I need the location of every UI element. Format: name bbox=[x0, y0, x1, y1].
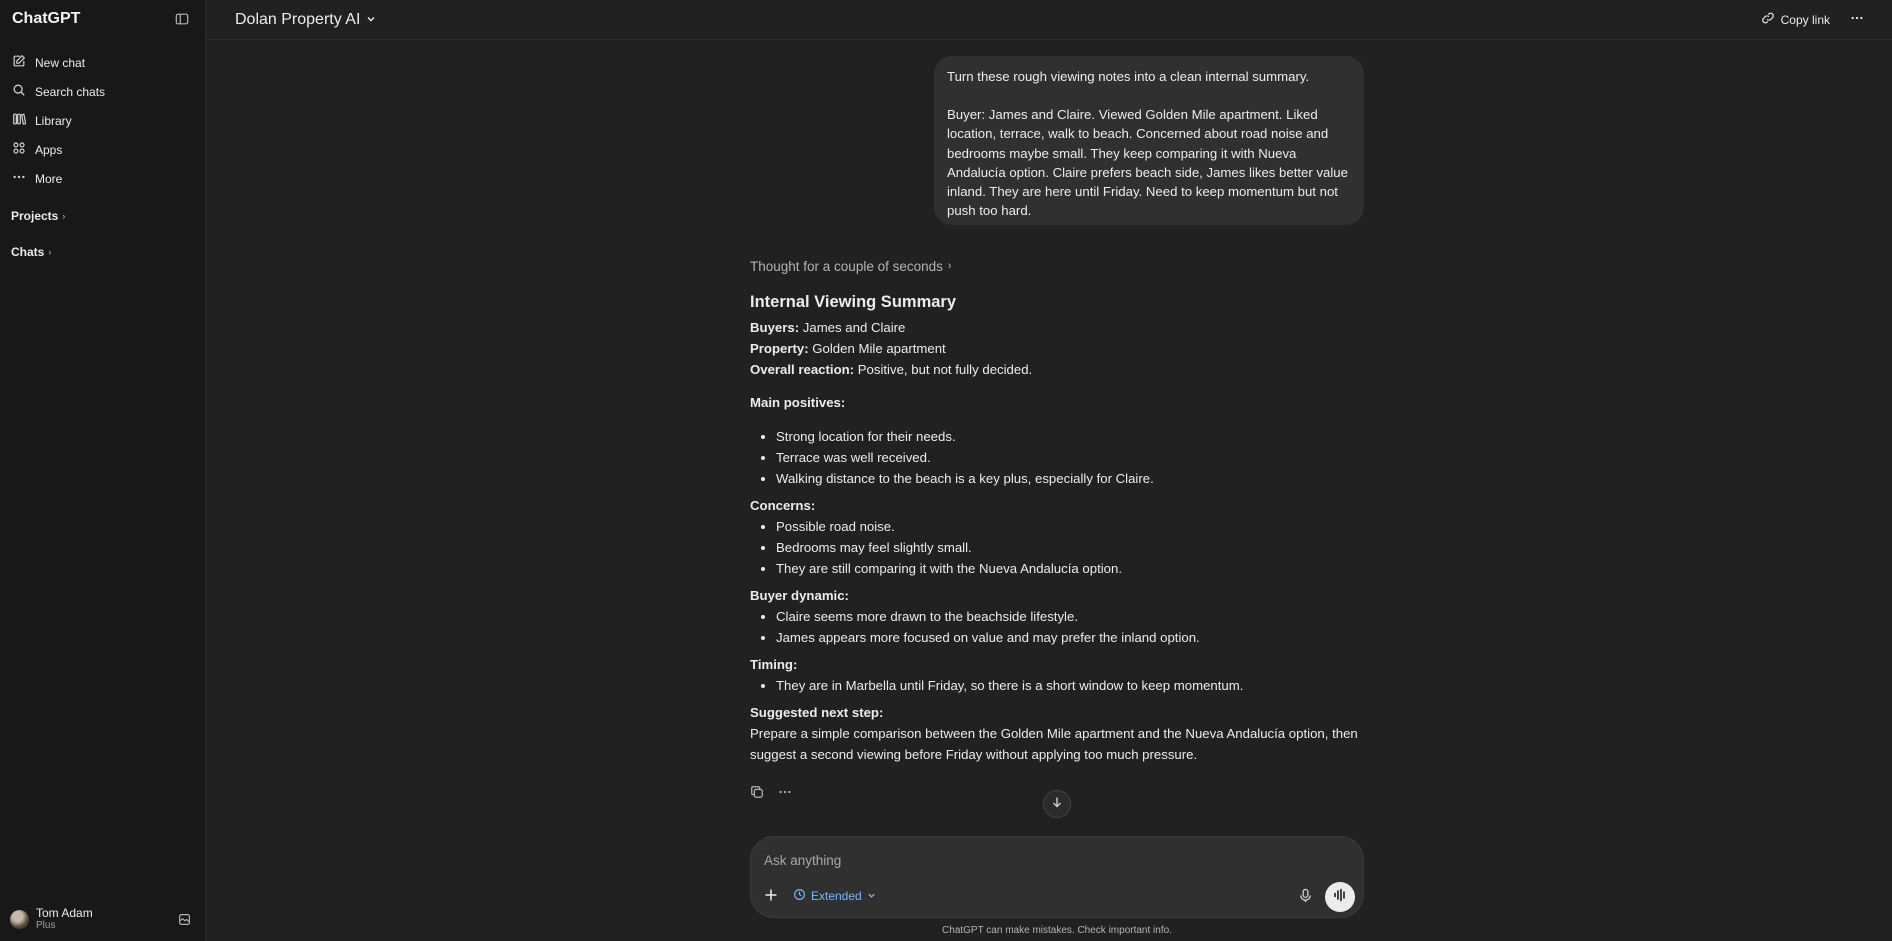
sidebar-item-label: More bbox=[35, 171, 63, 186]
chevron-right-icon: › bbox=[62, 211, 66, 221]
list-item: • Claire seems more drawn to the beachside lifestyle. bbox=[776, 606, 1370, 627]
field-label: Overall reaction: bbox=[750, 362, 855, 377]
avatar bbox=[10, 910, 29, 929]
copy-link-label: Copy link bbox=[1780, 12, 1830, 27]
answer-heading: Internal Viewing Summary bbox=[750, 293, 957, 311]
list-item: • James appears more focused on value and may prefer the inland option. bbox=[776, 627, 1370, 648]
voice-mode-button[interactable] bbox=[1325, 882, 1355, 912]
chevron-down-icon bbox=[366, 11, 376, 29]
field-value: Golden Mile apartment bbox=[808, 341, 946, 356]
disclaimer: ChatGPT can make mistakes. Check important info. bbox=[942, 925, 1172, 936]
property-row bbox=[750, 338, 1370, 359]
toggle-sidebar-icon[interactable] bbox=[171, 8, 193, 30]
sidebar-item-more[interactable] bbox=[6, 164, 199, 193]
project-title: Dolan Property AI bbox=[235, 10, 361, 28]
arrow-down-icon bbox=[1051, 795, 1063, 813]
list-item: • Terrace was well received. bbox=[776, 447, 1370, 468]
gallery-icon[interactable] bbox=[173, 908, 195, 930]
more-actions-icon[interactable] bbox=[778, 785, 792, 804]
chevron-down-icon bbox=[867, 889, 876, 903]
section-label: Chats bbox=[11, 245, 45, 259]
summary-fields bbox=[750, 317, 1370, 380]
sidebar-item-label: Library bbox=[35, 113, 72, 128]
user-message bbox=[934, 56, 1364, 225]
sidebar-item-apps[interactable] bbox=[6, 135, 199, 164]
composer bbox=[750, 836, 1364, 918]
scroll-to-bottom-button[interactable] bbox=[1043, 790, 1071, 818]
positives-heading: Main positives: bbox=[750, 395, 846, 410]
sidebar-section-chats[interactable] bbox=[0, 241, 205, 263]
sidebar-item-library[interactable] bbox=[6, 106, 199, 135]
thought-toggle[interactable] bbox=[750, 256, 1370, 276]
assistant-message bbox=[750, 256, 1370, 765]
brand-logo[interactable]: ChatGPT bbox=[12, 10, 81, 27]
top-actions bbox=[1761, 11, 1864, 28]
sidebar-nav bbox=[0, 38, 205, 193]
field-label: Property: bbox=[750, 341, 809, 356]
sidebar-item-label: Apps bbox=[35, 142, 63, 157]
list-item: • Bedrooms may feel slightly small. bbox=[776, 537, 1370, 558]
concerns-list bbox=[750, 516, 1370, 579]
concerns-heading: Concerns: bbox=[750, 498, 816, 513]
reaction-row bbox=[750, 359, 1370, 380]
list-item: • Strong location for their needs. bbox=[776, 426, 1370, 447]
dynamic-list bbox=[750, 606, 1370, 648]
sidebar bbox=[0, 0, 206, 941]
add-attachment-icon[interactable] bbox=[763, 887, 779, 908]
next-step-text: Prepare a simple comparison between the Golden Mile apartment and the Nueva Andalucía option, then suggest a second viewing before Friday without applying too much pressure. bbox=[750, 726, 1358, 762]
project-selector[interactable] bbox=[235, 11, 376, 29]
extended-mode-label: Extended bbox=[811, 889, 862, 903]
profile-menu[interactable] bbox=[0, 897, 205, 941]
dynamic-heading: Buyer dynamic: bbox=[750, 588, 849, 603]
more-icon bbox=[12, 170, 26, 187]
field-value: James and Claire bbox=[799, 320, 906, 335]
timer-icon bbox=[793, 888, 806, 904]
sidebar-item-label: New chat bbox=[35, 55, 86, 70]
field-label: Buyers: bbox=[750, 320, 800, 335]
timing-heading: Timing: bbox=[750, 657, 798, 672]
copy-icon[interactable] bbox=[750, 785, 764, 804]
microphone-icon[interactable] bbox=[1298, 888, 1313, 908]
section-label: Projects bbox=[11, 209, 59, 223]
extended-mode-button[interactable] bbox=[793, 888, 876, 904]
profile-name: Tom Adam bbox=[36, 906, 93, 920]
positives-list bbox=[750, 426, 1370, 489]
list-item: • Walking distance to the beach is a key plus, especially for Claire. bbox=[776, 468, 1370, 489]
buyers-row bbox=[750, 317, 1370, 338]
copy-link-button[interactable] bbox=[1761, 11, 1830, 28]
prompt-input[interactable] bbox=[764, 849, 1324, 871]
waveform-icon bbox=[1332, 887, 1348, 908]
apps-icon bbox=[12, 141, 26, 158]
more-options-icon[interactable] bbox=[1850, 11, 1864, 28]
link-icon bbox=[1761, 11, 1775, 28]
search-icon bbox=[12, 83, 26, 100]
sidebar-section-projects[interactable] bbox=[0, 205, 205, 227]
chevron-right-icon: › bbox=[48, 247, 52, 257]
timing-list bbox=[750, 675, 1370, 696]
next-step-heading: Suggested next step: bbox=[750, 705, 884, 720]
profile-plan: Plus bbox=[36, 920, 56, 931]
profile-info bbox=[36, 906, 93, 932]
field-value: Positive, but not fully decided. bbox=[854, 362, 1033, 377]
sidebar-item-new-chat[interactable] bbox=[6, 48, 199, 77]
user-message-line: Turn these rough viewing notes into a clean internal summary. bbox=[947, 69, 1310, 84]
edit-icon bbox=[12, 54, 26, 71]
top-bar bbox=[207, 0, 1892, 40]
sidebar-item-label: Search chats bbox=[35, 84, 106, 99]
sidebar-item-search-chats[interactable] bbox=[6, 77, 199, 106]
message-actions bbox=[750, 785, 792, 804]
chevron-right-icon: › bbox=[947, 260, 952, 272]
user-message-line: Buyer: James and Claire. Viewed Golden Mile apartment. Liked location, terrace, walk to beach. Concerned about road noise and bedrooms maybe small. They keep comparing it with Nueva Andalucía option. Claire prefers beach side, James likes better value inland. They are here until Friday. Need to keep momentum but not push too hard. bbox=[947, 107, 1348, 219]
list-item: • Possible road noise. bbox=[776, 516, 1370, 537]
list-item: • They are in Marbella until Friday, so there is a short window to keep momentum. bbox=[776, 675, 1370, 696]
thought-label: Thought for a couple of seconds bbox=[750, 258, 943, 274]
library-icon bbox=[12, 112, 26, 129]
list-item: • They are still comparing it with the Nueva Andalucía option. bbox=[776, 558, 1370, 579]
sidebar-header bbox=[0, 0, 205, 38]
